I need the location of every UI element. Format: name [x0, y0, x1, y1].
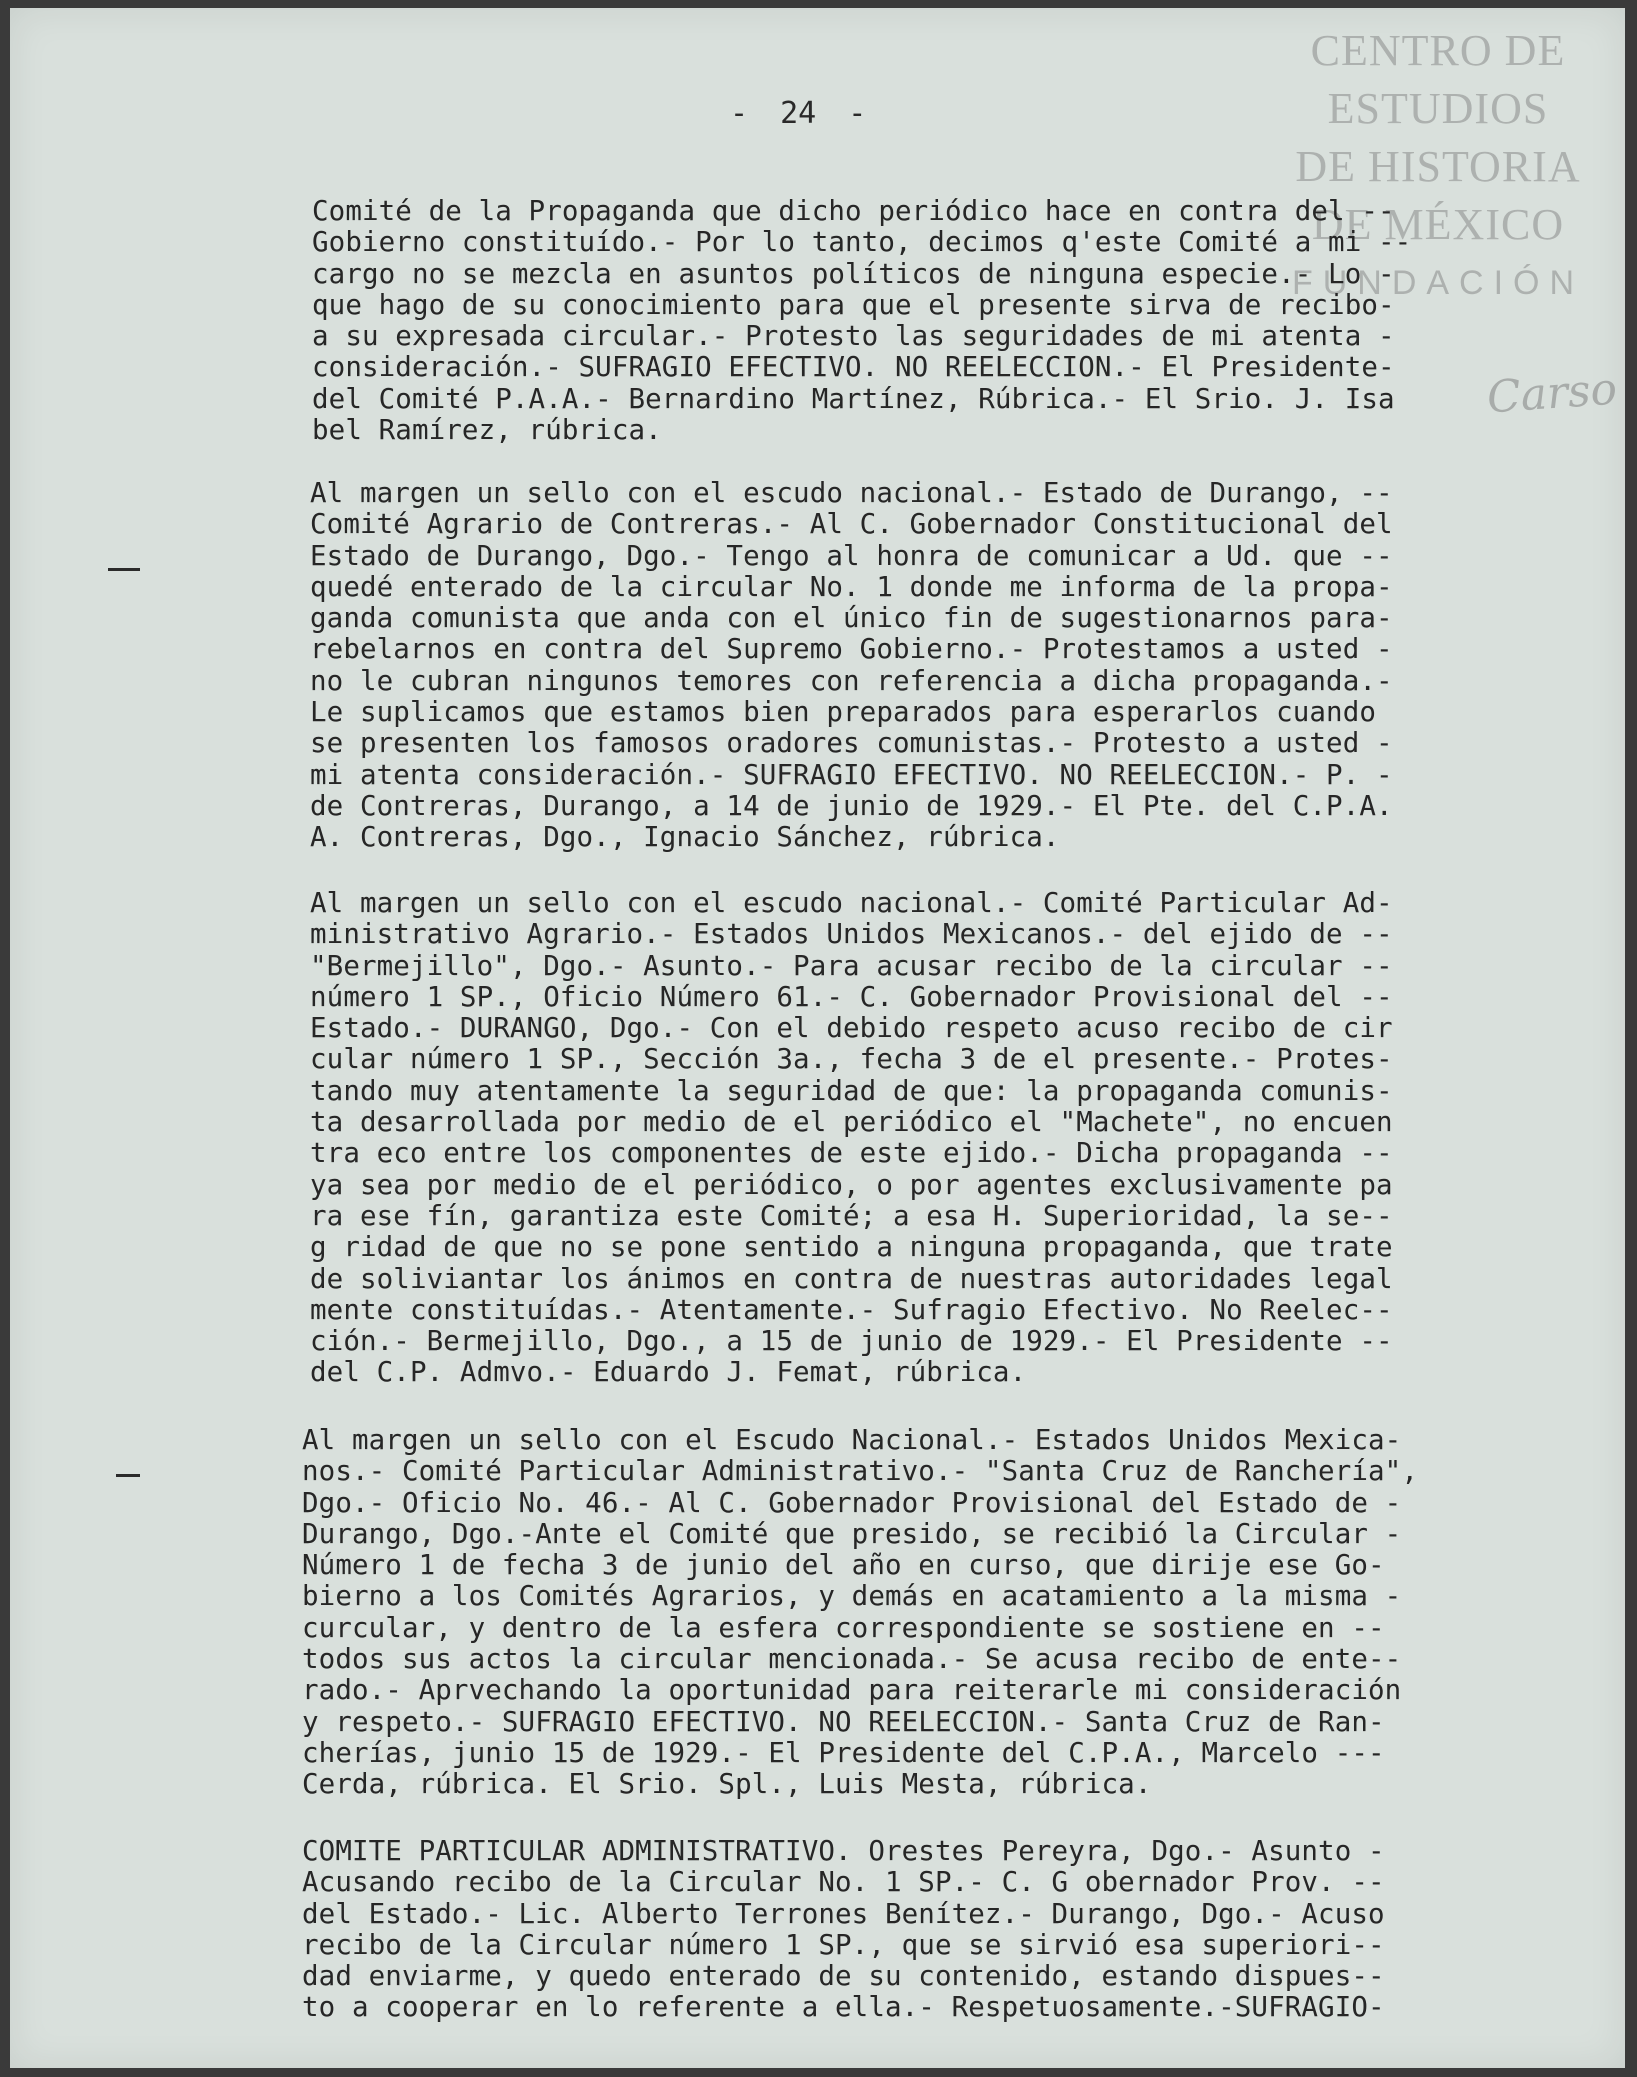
text-line: tando muy atentamente la seguridad de que: la propaganda comunis-	[310, 1074, 1393, 1107]
watermark-line: FUNDACIÓN	[1291, 264, 1585, 302]
text-line: Al margen un sello con el escudo nacional.- Estado de Durango, --	[310, 477, 1393, 509]
watermark-line: CENTRO DE	[1310, 26, 1566, 75]
text-line: que hago de su conocimiento para que el presente sirva de recibo-	[312, 288, 1395, 321]
text-line: Acusando recibo de la Circular No. 1 SP.- C. G obernador Prov. --	[302, 1866, 1385, 1899]
text-line: mente constituídas.- Atentamente.- Sufragio Efectivo. No Reelec--	[310, 1293, 1393, 1326]
text-line: cargo no se mezcla en asuntos políticos de ninguna especie.- Lo -	[312, 257, 1395, 290]
text-line: número 1 SP., Oficio Número 61.- C. Gobernador Provisional del --	[310, 980, 1393, 1013]
paragraph	[312, 196, 1552, 446]
text-line: curcular, y dentro de la esfera correspondiente se sostiene en --	[302, 1611, 1385, 1644]
text-line: Le suplicamos que estamos bien preparados para esperarlos cuando	[310, 696, 1377, 729]
watermark-line: DE MÉXICO	[1311, 200, 1565, 249]
text-line: consideración.- SUFRAGIO EFECTIVO. NO REELECCION.- El Presidente-	[312, 351, 1395, 384]
text-line: mi atenta consideración.- SUFRAGIO EFECTIVO. NO REELECCION.- P. -	[310, 758, 1393, 791]
text-line: todos sus actos la circular mencionada.- Se acusa recibo de ente--	[302, 1643, 1402, 1676]
text-line: ministrativo Agrario.- Estados Unidos Mexicanos.- del ejido de --	[310, 918, 1393, 951]
text-line: ción.- Bermejillo, Dgo., a 15 de junio de 1929.- El Presidente --	[310, 1325, 1393, 1358]
text-line: Número 1 de fecha 3 de junio del año en curso, que dirije ese Go-	[302, 1549, 1385, 1582]
text-line: cherías, junio 15 de 1929.- El Presidente del C.P.A., Marcelo ---	[302, 1736, 1385, 1769]
document-page	[10, 8, 1625, 2068]
text-line: Dgo.- Oficio No. 46.- Al C. Gobernador Provisional del Estado de -	[302, 1486, 1402, 1519]
text-line: to a cooperar en lo referente a ella.- Respetuosamente.-SUFRAGIO-	[302, 1991, 1385, 2024]
text-line: Estado de Durango, Dgo.- Tengo al honra de comunicar a Ud. que --	[310, 539, 1393, 572]
text-line: de Contreras, Durango, a 14 de junio de 1929.- El Pte. del C.P.A.	[310, 789, 1393, 822]
margin-mark	[116, 1474, 140, 1477]
text-line: ganda comunista que anda con el único fin de sugestionarnos para-	[310, 602, 1393, 635]
text-line: bierno a los Comités Agrarios, y demás en acatamiento a la misma -	[302, 1580, 1402, 1613]
text-line: de soliviantar los ánimos en contra de nuestras autoridades legal	[310, 1262, 1393, 1295]
text-line: Durango, Dgo.-Ante el Comité que presido, se recibió la Circular -	[302, 1517, 1402, 1550]
text-line: Al margen un sello con el escudo nacional.- Comité Particular Ad-	[310, 887, 1393, 919]
text-line: A. Contreras, Dgo., Ignacio Sánchez, rúbrica.	[310, 821, 1060, 854]
text-line: ra ese fín, garantiza este Comité; a esa H. Superioridad, la se--	[310, 1199, 1393, 1232]
text-line: "Bermejillo", Dgo.- Asunto.- Para acusar recibo de la circular --	[310, 949, 1393, 982]
text-line: no le cubran ningunos temores con referencia a dicha propaganda.-	[310, 664, 1393, 697]
text-line: COMITE PARTICULAR ADMINISTRATIVO. Orestes Pereyra, Dgo.- Asunto -	[302, 1835, 1385, 1867]
margin-mark	[108, 568, 140, 571]
text-line: del Estado.- Lic. Alberto Terrones Benítez.- Durango, Dgo.- Acuso	[302, 1897, 1385, 1930]
text-line: g ridad de que no se pone sentido a ninguna propaganda, que trate	[310, 1231, 1393, 1264]
page-number: - 24 -	[730, 96, 867, 131]
paragraph	[310, 888, 1550, 1389]
paragraph	[310, 478, 1550, 854]
text-line: Al margen un sello con el Escudo Nacional.- Estados Unidos Mexica-	[302, 1424, 1402, 1456]
text-line: Gobierno constituído.- Por lo tanto, decimos q'este Comité a mi --	[312, 226, 1412, 259]
text-line: Cerda, rúbrica. El Srio. Spl., Luis Mesta, rúbrica.	[302, 1768, 1152, 1801]
text-line: nos.- Comité Particular Administrativo.- "Santa Cruz de Ranchería",	[302, 1455, 1418, 1488]
text-line: Comité Agrario de Contreras.- Al C. Gobernador Constitucional del	[310, 508, 1393, 541]
text-line: a su expresada circular.- Protesto las seguridades de mi atenta -	[312, 320, 1395, 353]
watermark-signature: Carso	[1485, 363, 1619, 424]
text-line: rebelarnos en contra del Supremo Gobierno.- Protestamos a usted -	[310, 633, 1393, 666]
text-line: recibo de la Circular número 1 SP., que se sirvió esa superiori--	[302, 1928, 1385, 1961]
text-line: ya sea por medio de el periódico, o por agentes exclusivamente pa	[310, 1168, 1393, 1201]
text-line: se presenten los famosos oradores comunistas.- Protesto a usted -	[310, 727, 1393, 760]
text-line: del C.P. Admvo.- Eduardo J. Femat, rúbrica.	[310, 1356, 1027, 1389]
watermark-line: ESTUDIOS	[1327, 84, 1549, 133]
text-line: y respeto.- SUFRAGIO EFECTIVO. NO REELECCION.- Santa Cruz de Ran-	[302, 1705, 1385, 1738]
text-line: tra eco entre los componentes de este ejido.- Dicha propaganda --	[310, 1137, 1393, 1170]
text-line: dad enviarme, y quedo enterado de su contenido, estando dispues--	[302, 1960, 1385, 1993]
paragraph	[302, 1425, 1542, 1801]
paragraph	[302, 1836, 1542, 2024]
text-line: Estado.- DURANGO, Dgo.- Con el debido respeto acuso recibo de cir	[310, 1012, 1393, 1045]
text-line: bel Ramírez, rúbrica.	[312, 414, 662, 447]
text-line: Comité de la Propaganda que dicho periódico hace en contra del --	[312, 195, 1395, 227]
text-line: cular número 1 SP., Sección 3a., fecha 3 de el presente.- Protes-	[310, 1043, 1393, 1076]
text-line: del Comité P.A.A.- Bernardino Martínez, Rúbrica.- El Srio. J. Isa	[312, 382, 1395, 415]
text-line: quedé enterado de la circular No. 1 donde me informa de la propa-	[310, 570, 1393, 603]
watermark-line: DE HISTORIA	[1295, 142, 1581, 191]
text-line: rado.- Aprvechando la oportunidad para reiterarle mi consideración	[302, 1674, 1402, 1707]
text-line: ta desarrollada por medio de el periódico el "Machete", no encuen	[310, 1106, 1393, 1139]
